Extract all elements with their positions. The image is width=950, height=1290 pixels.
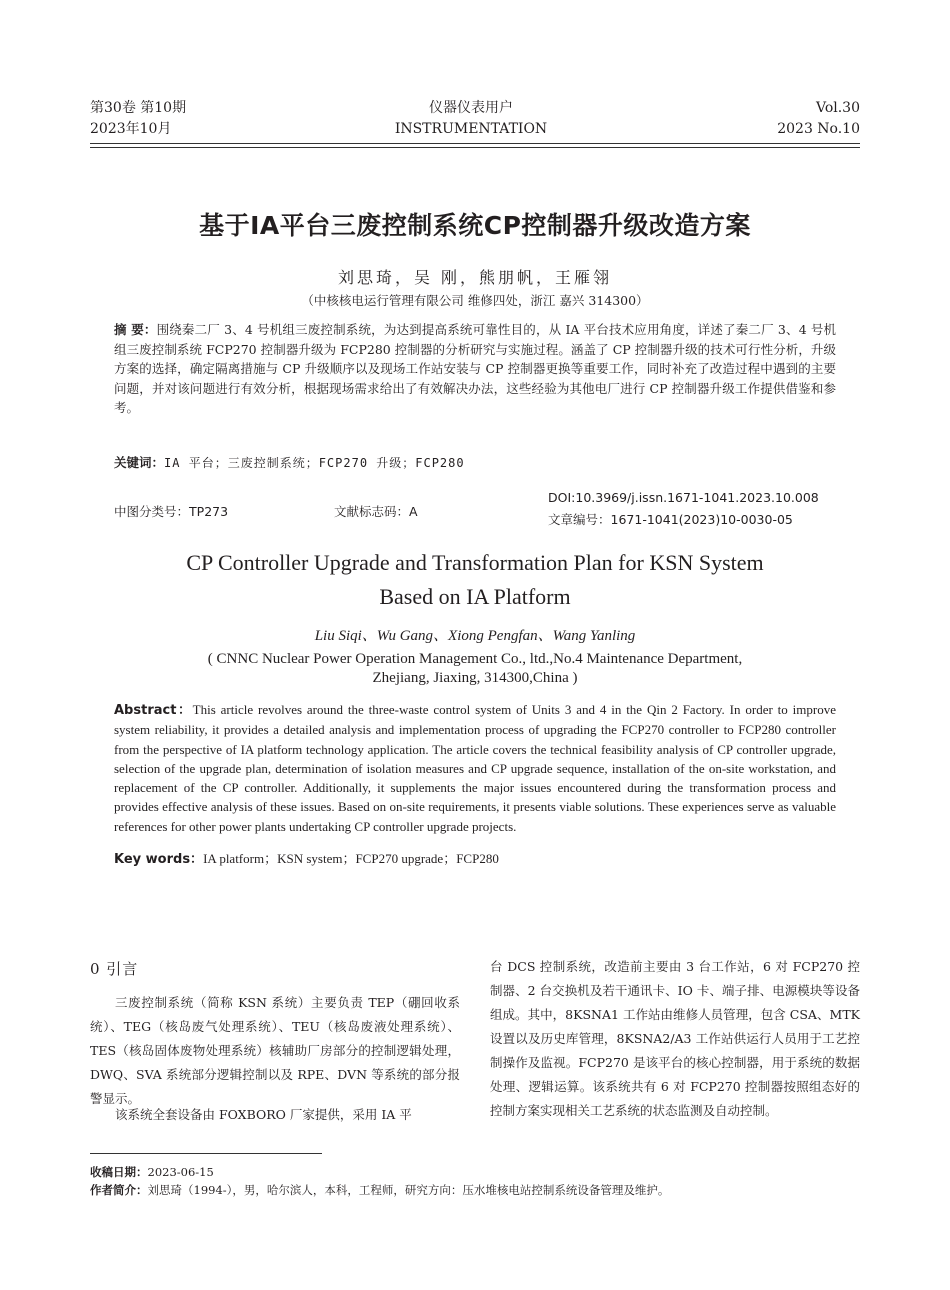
body-left-column xyxy=(90,991,460,1111)
header-right xyxy=(777,98,860,140)
received-label: 收稿日期： xyxy=(90,1165,148,1179)
keywords-zh xyxy=(114,453,465,471)
keywords-zh-label: 关键词： xyxy=(114,455,165,470)
authors-en: Liu Siqi、Wu Gang、Xiong Pengfan、Wang Yanling xyxy=(314,628,636,644)
doc-code-value: A xyxy=(409,504,418,519)
affiliation-en-line1: ( CNNC Nuclear Power Operation Management Co., ltd.,No.4 Maintenance Department, xyxy=(207,651,743,667)
journal-en: INSTRUMENTATION xyxy=(394,121,548,137)
journal-zh: 仪器仪表用户 xyxy=(429,100,513,116)
paper-title-en xyxy=(0,546,950,614)
affiliation-en xyxy=(0,650,950,688)
date-zh: 2023年10月 xyxy=(90,121,172,137)
title-en-line1: CP Controller Upgrade and Transformation Plan for KSN System xyxy=(186,550,764,575)
volume-zh: 第30卷 第10期 xyxy=(90,100,187,116)
doc-code-label: 文献标志码： xyxy=(334,504,410,519)
keywords-en-text: IA platform；KSN system；FCP270 upgrade；FCP280 xyxy=(203,851,499,866)
affiliation-en-line2: Zhejiang, Jiaxing, 314300,China ) xyxy=(372,670,578,686)
footnote xyxy=(90,1163,669,1199)
author-bio-label: 作者简介： xyxy=(90,1183,148,1197)
article-no-value: 1671-1041(2023)10-0030-05 xyxy=(610,512,793,527)
author-bio xyxy=(90,1181,669,1199)
doc-code xyxy=(334,502,418,520)
body-left-column-2 xyxy=(90,1103,460,1127)
keywords-en xyxy=(114,848,499,867)
keywords-zh-text: IA 平台；三废控制系统；FCP270 升级；FCP280 xyxy=(164,456,465,470)
paper-title-zh: 基于IA平台三废控制系统CP控制器升级改造方案 xyxy=(199,211,751,240)
abstract-en xyxy=(114,700,836,836)
section-para-2: 台 DCS 控制系统，改造前主要由 3 台工作站，6 对 FCP270 控制器、2 台交换机及若干通讯卡、IO 卡、端子排、电源模块等设备组成。其中，8KSNA1 工作站由维修人员管理，包含 CSA、MTK 设置以及历史库管理，8KSNA2/A3 工作站供运行人员用于工艺控制操作及监视。FCP270 是该平台的核心控制器，用于系统的数据处理、逻辑运算。该系统共有 6 对 FCP270 控制器按照组态好的控制方案实现相关工艺系统的状态监测及自动控制。 xyxy=(490,959,860,1118)
footnote-rule xyxy=(90,1153,322,1154)
header-rule-top xyxy=(90,143,860,144)
body-right-column xyxy=(490,955,860,1123)
abstract-en-label: Abstract： xyxy=(114,703,193,718)
volume-en: Vol.30 xyxy=(816,100,860,116)
received-date xyxy=(90,1163,669,1181)
received-value: 2023-06-15 xyxy=(147,1165,214,1179)
keywords-en-label: Key words： xyxy=(114,852,204,867)
affiliation-zh: （中核核电运行管理有限公司 维修四处，浙江 嘉兴 314300） xyxy=(301,293,649,308)
authors-zh: 刘思琦，吴 刚，熊朋帆，王雁翎 xyxy=(337,268,613,287)
doi: DOI:10.3969/j.issn.1671-1041.2023.10.008 xyxy=(548,490,819,505)
clc-number xyxy=(114,502,228,520)
abstract-zh-label: 摘 要： xyxy=(114,322,157,337)
article-number xyxy=(548,509,819,531)
abstract-zh-text: 围绕秦二厂 3、4 号机组三废控制系统，为达到提高系统可靠性目的，从 IA 平台技术应用角度，详述了秦二厂 3、4 号机组三废控制系统 FCP270 控制器升级为 FCP280 控制器的分析研究与实施过程。涵盖了 CP 控制器升级的技术可行性分析，升级方案的选择，确定隔离措施与 CP 升级顺序以及现场工作站安装与 CP 控制器更换等重要工作，同时补充了改造过程中遇到的主要问题，并对该问题进行有效分析，根据现场需求给出了有效解决办法，这些经验为其他电厂进行 CP 控制器升级工作提供借鉴和参考。 xyxy=(114,322,836,415)
article-no-label: 文章编号： xyxy=(548,512,611,527)
section-para-2-start: 该系统全套设备由 FOXBORO 厂家提供，采用 IA 平 xyxy=(115,1107,412,1122)
doi-block xyxy=(548,487,819,531)
clc-value: TP273 xyxy=(189,504,229,519)
abstract-zh xyxy=(114,320,836,418)
abstract-en-text: This article revolves around the three-waste control system of Units 3 and 4 in the Qin 2 Factory. In order to improve system reliability, it provides a detailed analysis and implementation process of upgrading the FCP270 controller to FCP280 controller from the perspective of IA platform technology application. The article covers the technical feasibility analysis of CP controller upgrade, selection of the upgrade plan, determination of isolation measures and CP upgrade sequence, installation of the on-site workstation, and replacement of the CP controller. Additionally, it supplements the major issues encountered during the transformation process and provides effective analysis of these issues. Based on on-site requirements, it presents viable solutions. These experiences serve as valuable references for other power plants undertaking CP controller upgrade projects. xyxy=(114,702,836,834)
issue-en: 2023 No.10 xyxy=(777,121,860,137)
header-rule-bottom xyxy=(90,147,860,148)
section-heading: 0 引言 xyxy=(90,960,139,978)
title-en-line2: Based on IA Platform xyxy=(379,584,571,609)
section-para-1: 三废控制系统（简称 KSN 系统）主要负责 TEP（硼回收系统）、TEG（核岛废气处理系统）、TEU（核岛废液处理系统）、TES（核岛固体废物处理系统）核辅助厂房部分的控制逻辑处理，DWQ、SVA 系统部分逻辑控制以及 RPE、DVN 等系统的部分报警显示。 xyxy=(90,995,460,1106)
clc-label: 中图分类号： xyxy=(114,504,190,519)
author-bio-value: 刘思琦（1994-），男，哈尔滨人，本科，工程师，研究方向：压水堆核电站控制系统设备管理及维护。 xyxy=(147,1183,670,1197)
